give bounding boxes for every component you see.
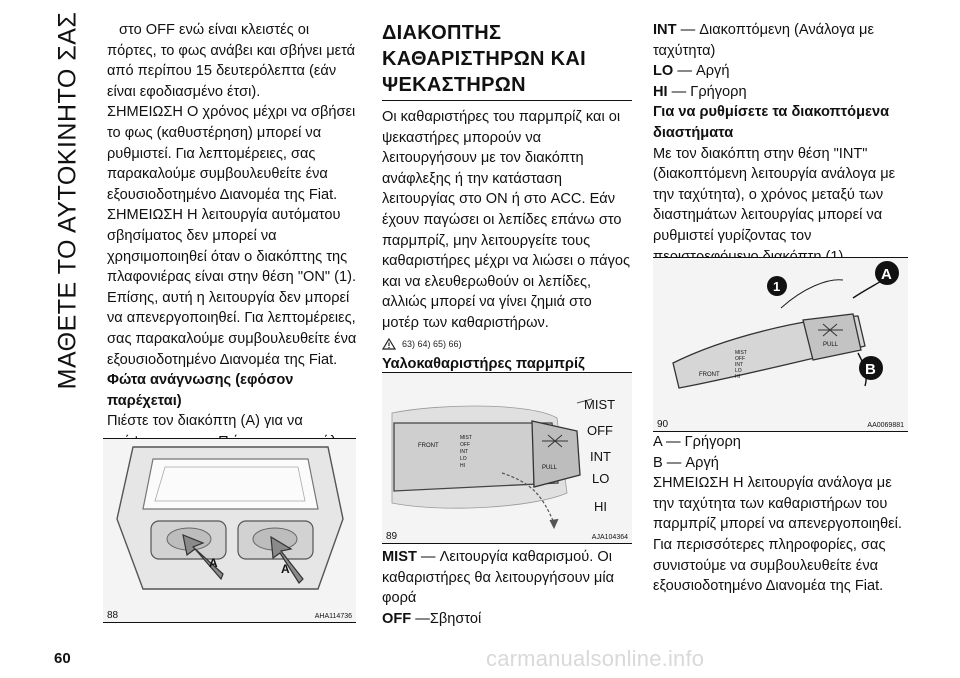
figure-label-a: A — [281, 562, 290, 576]
figure-code: AJA104364 — [591, 534, 628, 541]
svg-text:MIST: MIST — [735, 350, 747, 356]
stalk-label-pull: PULL — [542, 465, 558, 471]
page-number: 60 — [54, 650, 71, 667]
chapter-side-title — [52, 11, 84, 389]
term-hi: HI — [653, 83, 668, 100]
term-int: INT — [653, 22, 677, 38]
definition-text: —Σβηστοί — [411, 610, 482, 627]
warning-references — [382, 336, 632, 352]
position-label-int: INT — [590, 449, 611, 464]
position-label-mist: MIST — [584, 397, 616, 412]
note-paragraph: ΣΗΜΕΙΩΣΗ Η λειτουργία ανάλογα με την ταχύτητα των καθαριστήρων του παρμπρίζ μπορεί να απενεργοποιηθεί. Για περισσότερες πληροφορίες, σας συνιστούμε να συμβουλευθείτε ένα εξουσιοδοτημένο Διανομέα της Fiat. — [653, 475, 902, 595]
definition-text: — Λειτουργία καθαρισμού. Οι καθαριστήρες θα λειτουργήσουν μία φορά — [382, 549, 615, 607]
stalk-label-mist: MIST — [460, 435, 472, 441]
stalk-label-lo: LO — [460, 456, 467, 462]
lo-definition — [653, 61, 908, 82]
svg-text:OFF: OFF — [735, 356, 745, 362]
b-definition: B — Αργή — [653, 454, 719, 471]
mist-definition — [382, 547, 632, 609]
reference-numbers: 63) 64) 65) 66) — [402, 338, 462, 349]
figure-code: AA0069881 — [867, 422, 904, 429]
column-2 — [382, 20, 632, 415]
svg-text:INT: INT — [735, 362, 744, 368]
int-definition — [653, 20, 908, 61]
section-heading: Για να ρυθμίσετε τα διακοπτόμενα διαστήματα — [653, 104, 890, 141]
chapter-title-text: ΜΑΘΕΤΕ ΤΟ ΑΥΤΟΚΙΝΗΤΟ ΣΑΣ — [53, 11, 82, 389]
figure-90 — [653, 257, 908, 432]
warning-icon — [382, 338, 396, 350]
figure-number: 89 — [386, 531, 398, 542]
wiper-stalk-illustration — [382, 373, 632, 543]
column-3 — [653, 20, 908, 267]
reading-lamp-illustration — [103, 439, 356, 622]
section-heading: Υαλοκαθαριστήρες παρμπρίζ — [382, 355, 585, 372]
section-title: ΔΙΑΚΟΠΤΗΣ ΚΑΘΑΡΙΣΤΗΡΩΝ ΚΑΙ ΨΕΚΑΣΤΗΡΩΝ — [382, 20, 632, 101]
term-lo: LO — [653, 63, 674, 80]
position-label-off: OFF — [587, 423, 613, 438]
callout-1: 1 — [773, 279, 781, 294]
column-2-continued — [382, 547, 632, 629]
stalk-label-front: FRONT — [418, 443, 439, 449]
figure-89 — [382, 372, 632, 544]
hi-definition — [653, 82, 908, 103]
term-mist: MIST — [382, 549, 417, 565]
column-1 — [107, 20, 357, 473]
callout-b: B — [865, 361, 876, 378]
watermark: carmanualsonline.info — [486, 646, 705, 671]
column-3-continued — [653, 432, 908, 597]
term-off: OFF — [382, 610, 412, 627]
intermittent-dial-illustration — [653, 258, 908, 431]
paragraph: Με τον διακόπτη στην θέση "INT" (διακοπτόμενη λειτουργία ανάλογα με την ταχύτητα), ο χρόνος μεταξύ των διαστημάτων λειτουργίας μπορεί να ρυθμιστεί γυρίζοντας τον — [653, 145, 896, 244]
definition-text: — Διακοπτόμενη (Ανάλογα με ταχύτητα) — [653, 22, 874, 59]
svg-text:HI: HI — [735, 374, 740, 380]
note-paragraph: ΣΗΜΕΙΩΣΗ Η λειτουργία αυτόματου σβησίματος δεν μπορεί να χρησιμοποιηθεί όταν ο διακόπτης της πλαφονιέρας είναι στην θέση "ON" (1). Επίσης, αυτή η λειτουργία δεν μπορεί να απενεργοποιηθεί. Για λεπτομέρειες, σας παρακαλούμε συμβουλευθείτε ένα εξουσιοδοτημένο Διανομέα της Fiat. — [107, 207, 357, 368]
figure-code: AHA114736 — [314, 613, 352, 620]
definition-text: — Αργή — [673, 63, 730, 80]
stalk-label-int: INT — [460, 449, 469, 455]
paragraph: Πιέστε τον διακόπτη (A) για να — [107, 413, 303, 430]
stalk-label-off: OFF — [460, 442, 470, 448]
a-definition: A — Γρήγορη — [653, 434, 741, 450]
figure-number: 90 — [657, 419, 669, 430]
figure-label-a: A — [209, 556, 218, 570]
callout-a: A — [881, 266, 892, 283]
figure-88 — [103, 438, 356, 623]
figure-number: 88 — [107, 610, 119, 621]
definition-text: — Γρήγορη — [667, 83, 747, 100]
svg-text:FRONT: FRONT — [699, 372, 720, 378]
svg-text:LO: LO — [735, 368, 742, 374]
paragraph: στο OFF ενώ είναι κλειστές οι πόρτες, το φως ανάβει και σβήνει μετά από περίπου 15 δευτερόλεπτα (εάν είναι εφοδιασμένο έτσι). — [107, 22, 356, 100]
svg-text:PULL: PULL — [823, 342, 839, 348]
paragraph: Οι καθαριστήρες του παρμπρίζ και οι ψεκαστήρες μπορούν να λειτουργήσουν με τον διακόπτη ανάφλεξης ή την κατάσταση λειτουργίας στο ON ή στο ACC. Εάν έχουν παγώσει οι λεπίδες επάνω στο παρμπρίζ, μην λειτουργείτε τους καθαριστήρες μέχρι να λιώσει ο πάγος και να ελευθερωθούν οι λεπίδες, αλλιώς μπορεί να γίνει ζημιά στο μοτέρ των καθαριστήρων. — [382, 109, 631, 331]
note-paragraph: ΣΗΜΕΙΩΣΗ Ο χρόνος μέχρι να σβήσει το φως (καθυστέρηση) μπορεί να ρυθμιστεί. Για λεπτομέρειες, σας παρακαλούμε συμβουλευθείτε ένα εξουσιοδοτημένο Διανομέα της Fiat. — [107, 104, 356, 203]
position-label-lo: LO — [592, 471, 610, 486]
off-definition — [382, 609, 632, 630]
position-label-hi: HI — [594, 499, 607, 514]
section-heading: Φώτα ανάγνωσης (εφόσον παρέχεται) — [107, 372, 294, 409]
stalk-label-hi: HI — [460, 463, 465, 469]
